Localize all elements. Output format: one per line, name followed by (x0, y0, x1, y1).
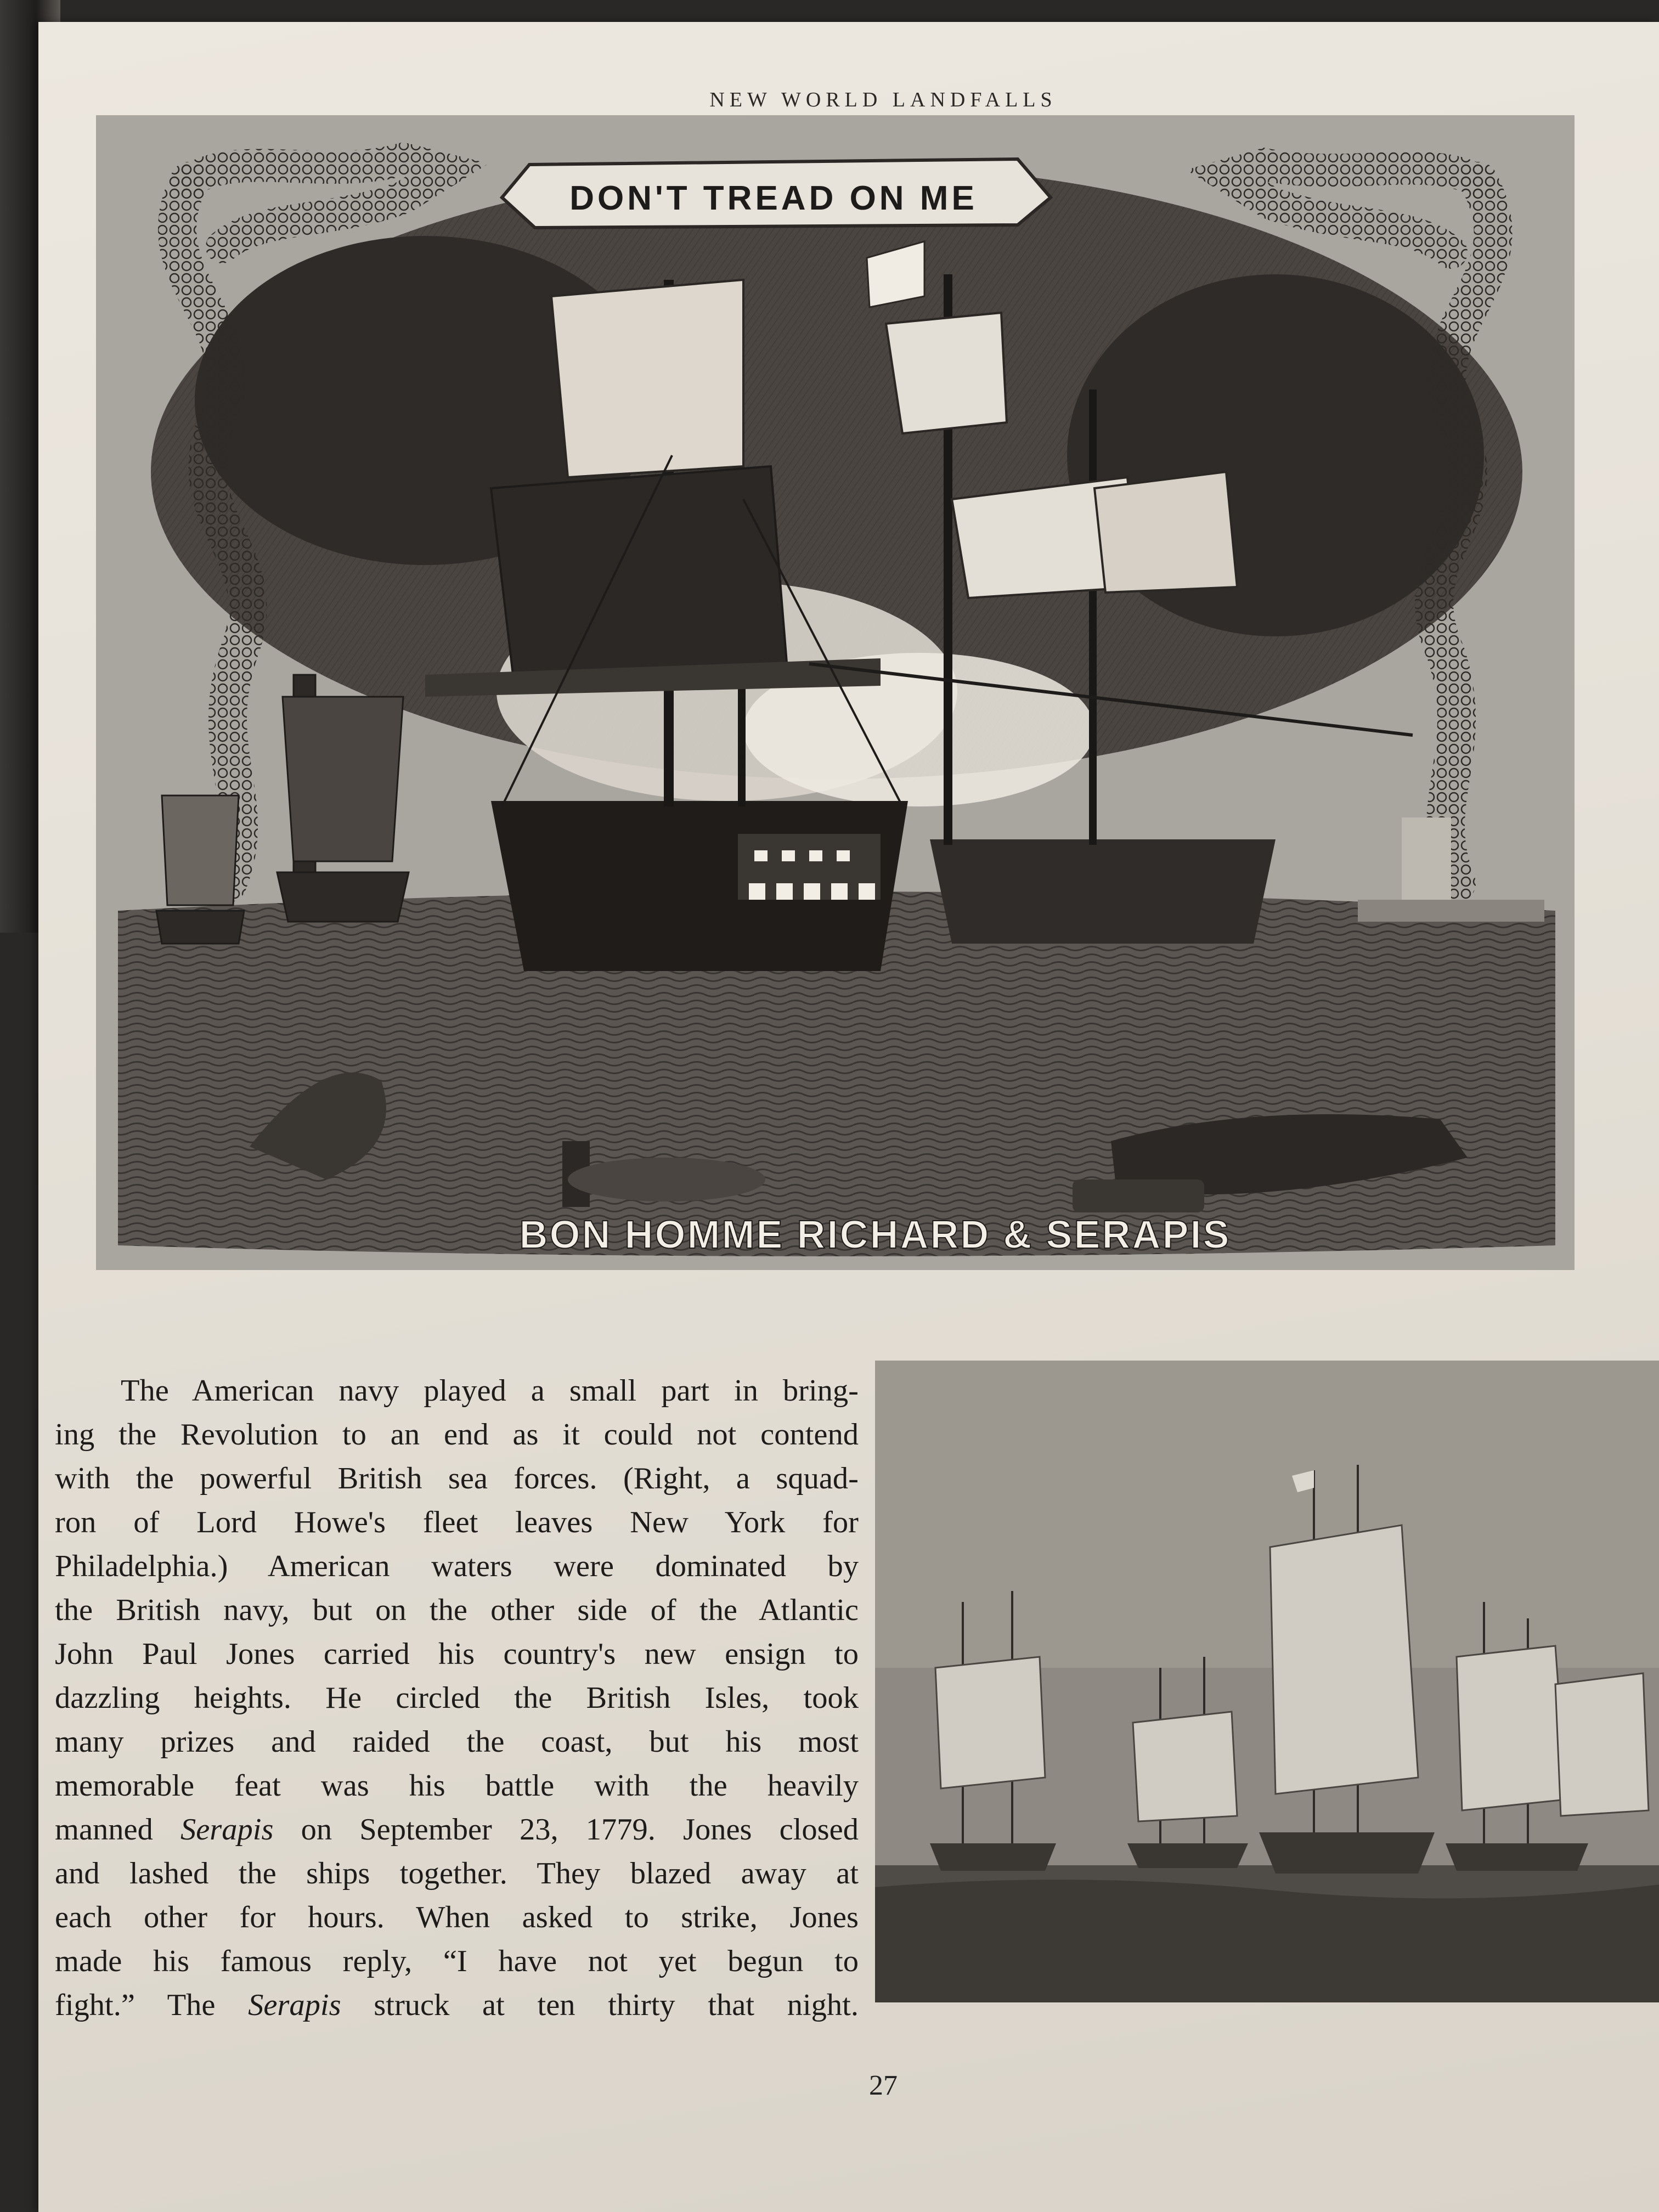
body-text-line: John Paul Jones carried his country's new ensign to (55, 1637, 859, 1671)
body-text-line: ing the Revolution to an end as it could not contend (55, 1418, 859, 1452)
body-paragraph (55, 1369, 859, 2027)
engraving-caption: BON HOMME RICHARD & SERAPIS (519, 1213, 1231, 1257)
page-number: 27 (869, 2070, 898, 2101)
body-text-line: manned Serapis on September 23, 1779. Jones closed (55, 1813, 859, 1847)
body-text-line: fight.” The Serapis struck at ten thirty that night. (55, 1988, 859, 2022)
body-text-line: ron of Lord Howe's fleet leaves New York for (55, 1505, 859, 1539)
body-text-line: the British navy, but on the other side of the Atlantic (55, 1593, 859, 1627)
running-head: NEW WORLD LANDFALLS (709, 88, 1057, 111)
body-text-line: The American navy played a small part in bring- (121, 1374, 859, 1408)
engraving-illustration (96, 115, 1575, 1270)
body-text-line: Philadelphia.) American waters were dominated by (55, 1549, 859, 1583)
body-text-line: many prizes and raided the coast, but his most (55, 1725, 859, 1759)
body-text-line: and lashed the ships together. They blazed away at (55, 1857, 859, 1891)
body-text-line: memorable feat was his battle with the heavily (55, 1769, 859, 1803)
fleet-painting (875, 1361, 1659, 2002)
body-text-line: made his famous reply, “I have not yet begun to (55, 1944, 859, 1978)
engraving-artwork (96, 115, 1575, 1270)
body-text-line: with the powerful British sea forces. (Right, a squad- (55, 1462, 859, 1496)
body-text-line: dazzling heights. He circled the British Isles, took (55, 1681, 859, 1715)
fleet-painting-artwork (875, 1361, 1659, 2002)
banner-text: DON'T TREAD ON ME (569, 179, 978, 217)
book-page (38, 22, 1659, 2212)
body-text-line: each other for hours. When asked to strike, Jones (55, 1900, 859, 1934)
